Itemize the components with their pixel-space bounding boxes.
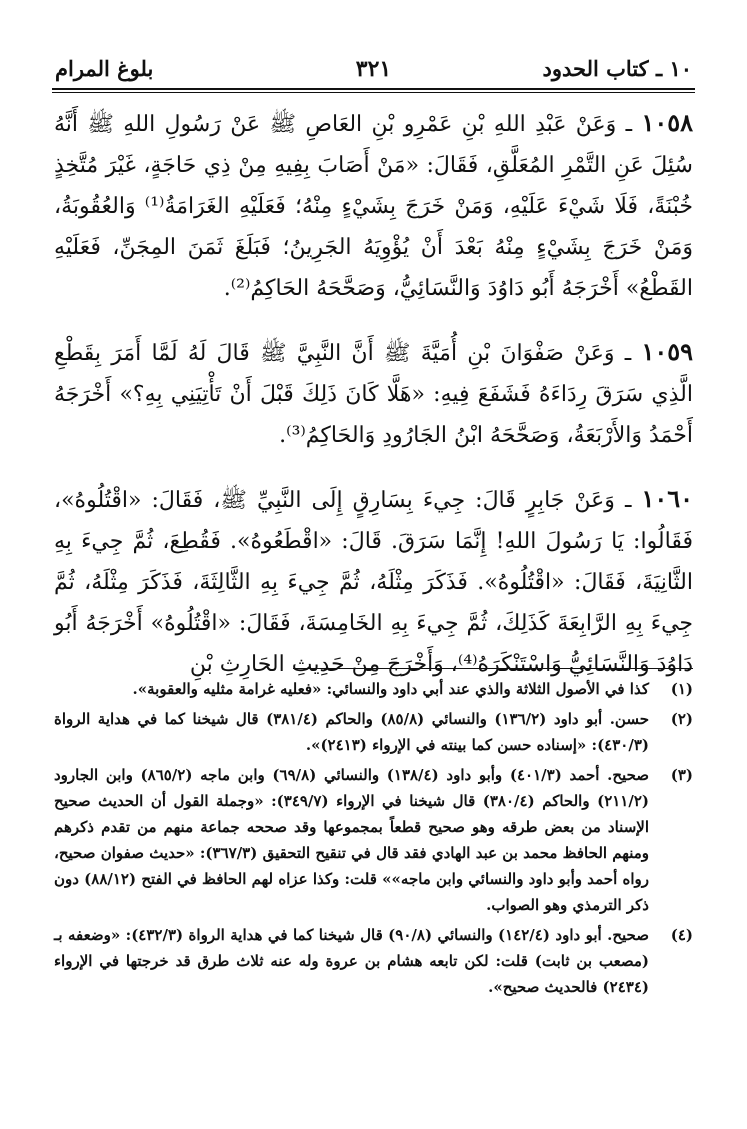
footnote-text: صحيح. أبو داود (١٤٢/٤) والنسائي (٩٠/٨) قال شيخنا كما في هداية الرواة (٤٣٢/٣): «وضعفه بـ (مصعب بن ثابت) قلت: لكن تابعه هشام بن عروة وله عنه ثلاث طرق قد خرجتها في الإرواء (٢٤٣٤) فالحديث صحيح». <box>54 926 649 996</box>
footnote-text: كذا في الأصول الثلاثة والذي عند أبي داود والنسائي: «فعليه غرامة مثليه والعقوبة». <box>132 680 649 698</box>
footnote-number: (١) <box>670 680 693 698</box>
header-rule-thin <box>52 92 695 93</box>
hadith-number: ١٠٥٩ <box>641 337 694 366</box>
book-title: بلوغ المرام <box>55 56 154 81</box>
footnote-number: (٤) <box>670 926 693 944</box>
page-header <box>55 56 692 88</box>
footnotes <box>54 676 693 1004</box>
footnote <box>54 762 693 918</box>
footnote-number: (٢) <box>670 710 693 728</box>
main-text <box>54 102 693 707</box>
hadith-text: ـ وَعَنْ عَبْدِ اللهِ بْنِ عَمْرِو بْنِ العَاصِ ﷺ عَنْ رَسُولِ اللهِ ﷺ أَنَّهُ سُئِلَ عَنِ التَّمْرِ المُعَلَّقِ، فَقَالَ: «مَنْ أَصَابَ بِفِيهِ مِنْ ذِي حَاجَةٍ، غَيْرَ مُتَّخِذٍ خُبْنَةً، فَلَا شَيْءَ عَلَيْهِ، وَمَنْ خَرَجَ بِشَيْءٍ مِنْهُ؛ فَعَلَيْهِ الغَرَامَةُ⁽¹⁾ وَالعُقُوبَةُ، وَمَنْ خَرَجَ بِشَيْءٍ مِنْهُ بَعْدَ أَنْ يُؤْوِيَهُ الجَرِينُ؛ فَبَلَغَ ثَمَنَ المِجَنِّ، فَعَلَيْهِ القَطْعُ» أَخْرَجَهُ أَبُو دَاوُدَ وَالنَّسَائِيُّ، وَصَحَّحَهُ الحَاكِمُ⁽²⁾. <box>54 112 693 301</box>
hadith-1060 <box>54 478 693 685</box>
footnote-text: صحيح. أحمد (٤٠١/٣) وأبو داود (١٣٨/٤) والنسائي (٦٩/٨) وابن ماجه (٨٦٥/٢) وابن الجارود (٢١١/٢) والحاكم (٣٨٠/٤) قال شيخنا في الإرواء (٣٤٩/٧): «وجملة القول أن الحديث صحيح الإسناد من بعض طرقه وهو صحيح قطعاً بمجموعها وقد صححه جماعة منهم من تقدم ذكرهم ومنهم الحافظ محمد بن عبد الهادي فقد قال في تنقيح التحقيق (٣٦٧/٣): «حديث صفوان صحيح، رواه أحمد وأبو داود والنسائي وابن ماجه»» قلت: وكذا عزاه لهم الحافظ في الفتح (٨٨/١٢) دون ذكر الترمذي وهو الصواب. <box>54 766 650 914</box>
footnote-number: (٣) <box>670 766 693 784</box>
hadith-number: ١٠٦٠ <box>641 484 693 513</box>
header-rule <box>52 88 695 90</box>
footnote <box>54 706 693 758</box>
hadith-1058 <box>54 102 693 309</box>
footnote <box>54 676 693 702</box>
hadith-1059 <box>54 331 693 456</box>
page-number: ٣٢١ <box>355 56 392 82</box>
hadith-text: ـ وَعَنْ صَفْوَانَ بْنِ أُمَيَّةَ ﷺ أَنَّ النَّبِيَّ ﷺ قَالَ لَهُ لَمَّا أَمَرَ بِقَطْعِ الَّذِي سَرَقَ رِدَاءَهُ فَشَفَعَ فِيهِ: «هَلَّا كَانَ ذَلِكَ قَبْلَ أَنْ تَأْتِيَنِي بِهِ؟» أَخْرَجَهُ أَحْمَدُ وَالأَرْبَعَةُ، وَصَحَّحَهُ ابْنُ الجَارُودِ وَالحَاكِمُ⁽³⁾. <box>54 341 693 448</box>
hadith-number: ١٠٥٨ <box>641 108 694 137</box>
footnote-separator <box>293 668 693 669</box>
footnote-text: حسن. أبو داود (١٣٦/٢) والنسائي (٨٥/٨) والحاكم (٣٨١/٤) قال شيخنا كما في هداية الرواة (٤٣٠/٣): «إسناده حسن كما بينته في الإرواء (٢٤١٣)». <box>54 710 650 754</box>
footnote <box>54 922 693 1000</box>
running-title: ١٠ ـ كتاب الحدود <box>542 56 692 81</box>
hadith-text: ـ وَعَنْ جَابِرٍ قَالَ: جِيءَ بِسَارِقٍ إِلَى النَّبِيِّ ﷺ، فَقَالَ: «اقْتُلُوهُ»، فَقَالُوا: يَا رَسُولَ اللهِ! إِنَّمَا سَرَقَ. قَالَ: «اقْطَعُوهُ». فَقُطِعَ، ثُمَّ جِيءَ بِهِ الثَّانِيَةَ، فَقَالَ: «اقْتُلُوهُ». فَذَكَرَ مِثْلَهُ، ثُمَّ جِيءَ بِهِ الثَّالِثَةَ، فَذَكَرَ مِثْلَهُ، ثُمَّ جِيءَ بِهِ الرَّابِعَةَ كَذَلِكَ، ثُمَّ جِيءَ بِهِ الخَامِسَةَ، فَقَالَ: «اقْتُلُوهُ» أَخْرَجَهُ أَبُو دَاوُدَ وَالنَّسَائِيُّ وَاسْتَنْكَرَهُ⁽⁴⁾، وَأَخْرَجَ مِنْ حَدِيثِ الحَارِثِ بْنِ <box>54 488 693 677</box>
